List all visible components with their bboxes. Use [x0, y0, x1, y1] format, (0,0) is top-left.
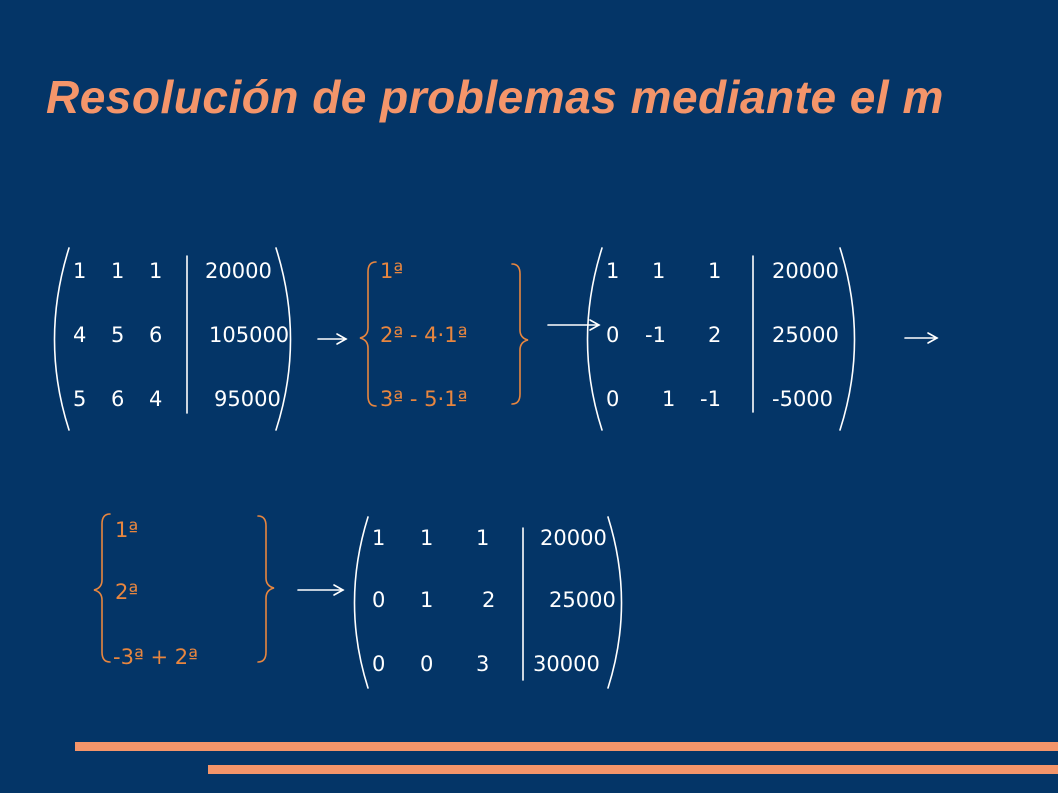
- arrow-right-icon: [905, 333, 937, 343]
- matrix-3-cell: 0: [372, 652, 386, 676]
- matrix-3-rhs: 30000: [533, 652, 600, 676]
- left-brace: [360, 262, 376, 406]
- right-parenthesis: [276, 248, 291, 430]
- matrix-1-rhs: 20000: [205, 259, 272, 283]
- matrix-2-rhs: 20000: [772, 259, 839, 283]
- matrix-2-rhs: -5000: [772, 387, 834, 411]
- matrix-1-cell: 1: [73, 259, 87, 283]
- arrow-right-icon: [318, 334, 346, 344]
- matrix-1-cell: 6: [111, 387, 125, 411]
- matrix-2-cell: 0: [606, 387, 620, 411]
- matrix-2-cell: 2: [708, 323, 722, 347]
- matrix-3-rhs: 25000: [549, 588, 616, 612]
- decorative-bar: [75, 742, 1058, 751]
- right-brace: [258, 516, 274, 662]
- matrix-3-cell: 3: [476, 652, 490, 676]
- left-parenthesis: [588, 248, 603, 430]
- matrix-2-cell: 1: [662, 387, 676, 411]
- row-operation: -3ª + 2ª: [113, 645, 199, 669]
- matrix-1-cell: 1: [111, 259, 125, 283]
- matrix-3-cell: 0: [372, 588, 386, 612]
- row-operation: 3ª - 5·1ª: [380, 387, 468, 411]
- matrix-1-cell: 1: [149, 259, 163, 283]
- left-parenthesis: [55, 248, 70, 430]
- matrix-2-cell: -1: [700, 387, 721, 411]
- matrix-3-cell: 1: [420, 588, 434, 612]
- row-operation: 2ª - 4·1ª: [380, 323, 468, 347]
- matrix-3-rhs: 20000: [540, 526, 607, 550]
- matrix-1-cell: 4: [73, 323, 87, 347]
- matrix-2-cell: 1: [652, 259, 666, 283]
- matrix-1-cell: 6: [149, 323, 163, 347]
- arrow-right-icon: [548, 320, 599, 330]
- matrix-2-cell: 1: [606, 259, 620, 283]
- right-parenthesis: [840, 248, 855, 430]
- matrix-3-cell: 1: [372, 526, 386, 550]
- row-operation: 2ª: [115, 580, 139, 604]
- matrix-1-rhs: 105000: [209, 323, 290, 347]
- matrix-1-cell: 5: [111, 323, 125, 347]
- matrix-2-rhs: 25000: [772, 323, 839, 347]
- row-operation: 1ª: [115, 518, 139, 542]
- matrix-3-cell: 0: [420, 652, 434, 676]
- right-parenthesis: [608, 517, 622, 688]
- slide-title: Resolución de problemas mediante el m: [46, 71, 944, 123]
- matrix-3-cell: 1: [420, 526, 434, 550]
- matrix-2-cell: 0: [606, 323, 620, 347]
- arrow-right-icon: [298, 585, 343, 595]
- right-brace: [512, 264, 528, 404]
- matrix-3-cell: 1: [476, 526, 490, 550]
- matrix-1-cell: 4: [149, 387, 163, 411]
- left-parenthesis: [355, 517, 369, 688]
- matrix-1-cell: 5: [73, 387, 87, 411]
- matrix-2-cell: -1: [645, 323, 666, 347]
- matrix-2-cell: 1: [708, 259, 722, 283]
- row-operation: 1ª: [380, 259, 404, 283]
- decorative-bar: [208, 765, 1058, 774]
- left-brace: [94, 514, 110, 662]
- matrix-1-rhs: 95000: [214, 387, 281, 411]
- matrix-3-cell: 2: [482, 588, 496, 612]
